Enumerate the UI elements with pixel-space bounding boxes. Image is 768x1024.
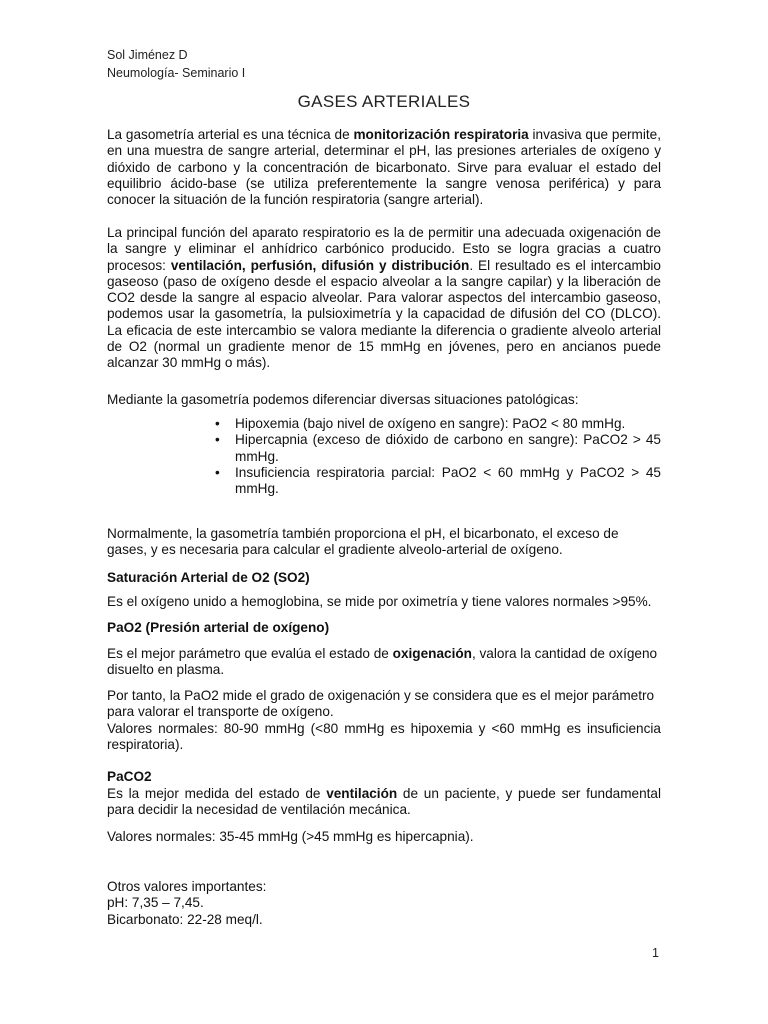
paragraph-respiratory-text-a: La principal función del aparato respiratorio es la de permitir una adecuada oxigenación de la sangre y eliminar el anhídrico carbónico producido. Esto se logra gracias a cuatro procesos: [107,225,661,273]
paragraph-pao2-values: Valores normales: 80-90 mmHg (<80 mmHg es hipoxemia y <60 mmHg es insuficiencia respiratoria). [107,721,661,753]
paragraph-paco2-definition [107,786,661,819]
other-values-ph: pH: 7,35 – 7,45. [107,895,204,911]
bullet-icon: • [215,432,220,448]
paragraph-paco2-values: Valores normales: 35-45 mmHg (>45 mmHg es hipercapnia). [107,829,474,844]
paragraph-pao2-measure: Por tanto, la PaO2 mide el grado de oxigenación y se considera que es el mejor parámetro para valorar el transporte de oxígeno. [107,688,655,720]
paragraph-paco2-bold: ventilación [326,786,398,801]
other-values [107,879,661,928]
other-values-heading: Otros valores importantes: [107,879,267,894]
document-title: GASES ARTERIALES [297,92,471,111]
paragraph-intro-text-c: invasiva que permite, en una muestra de sangre arterial, determinar el pH, las presiones arteriales de oxígeno y dióxido de carbono y la concentración de bicarbonato. Sirve para evaluar el estado del equilibrio ácido-base (se utiliza preferentemente la sangre venosa periférica) y para conocer la situación de la función respiratoria (sangre arterial). [107,127,661,208]
paragraph-pao2-definition [107,646,661,679]
paragraph-gasometry-extra: Normalmente, la gasometría también proporciona el pH, el bicarbonato, el exceso de gases, y es necesaria para calcular el gradiente alveolo-arterial de oxígeno. [107,526,619,558]
bullet-icon: • [215,464,220,480]
document-header [107,46,245,82]
heading-pao2: PaO2 (Presión arterial de oxígeno) [107,620,330,635]
page-number: 1 [652,946,659,960]
list-item-text: Insuficiencia respiratoria parcial: PaO2 < 60 mmHg y PaCO2 > 45 mmHg. [235,464,661,497]
list-item [215,416,661,432]
bullet-icon: • [215,416,220,431]
paragraph-pathologies-intro: Mediante la gasometría podemos diferenciar diversas situaciones patológicas: [107,392,579,407]
paragraph-saturation: Es el oxígeno unido a hemoglobina, se mide por oximetría y tiene valores normales >95%. [107,594,652,609]
other-values-bicarbonate: Bicarbonato: 22-28 meq/l. [107,911,263,927]
paragraph-respiratory-text-c: . El resultado es el intercambio gaseoso (paso de oxígeno desde el espacio alveolar a la sangre capilar) y la liberación de CO2 desde la sangre al espacio alveolar. Para valorar aspectos del intercambio gaseoso, podemos usar la gasometría, la pulsioximetría y la capacidad de difusión del CO (DLCO). La eficacia de este intercambio se valora mediante la diferencia o gradiente alveolo arterial de O2 (normal un gradiente menor de 15 mmHg en jóvenes, pero en ancianos puede alcanzar 30 mmHg o más). [107,257,661,371]
paragraph-pao2-bold: oxigenación [392,646,472,661]
heading-paco2: PaCO2 [107,769,152,784]
course-name: Neumología- Seminario I [107,66,246,80]
paragraph-intro-bold: monitorización respiratoria [353,127,529,142]
heading-saturation: Saturación Arterial de O2 (SO2) [107,570,310,585]
paragraph-paco2-text-a: Es la mejor medida del estado de [107,786,327,801]
paragraph-respiratory-bold: ventilación, perfusión, difusión y distribución [170,257,470,273]
author-name: Sol Jiménez D [107,48,188,62]
paragraph-pao2-text-a: Es el mejor parámetro que evalúa el estado de [107,646,393,661]
list-item [215,432,661,465]
list-item-text: Hipoxemia (bajo nivel de oxígeno en sangre): PaO2 < 80 mmHg. [235,416,626,431]
list-item [215,465,661,498]
list-item-text: Hipercapnia (exceso de dióxido de carbono en sangre): PaCO2 > 45 mmHg. [235,432,661,464]
paragraph-intro-text-a: La gasometría arterial es una técnica de [107,127,354,142]
paragraph-intro [107,127,661,208]
pathology-list [215,416,661,497]
paragraph-paco2-text-c: de un paciente, y puede ser fundamental para decidir la necesidad de ventilación mecánica. [107,786,661,818]
paragraph-pao2-text-c: , valora la cantidad de oxígeno disuelto en plasma. [107,646,658,678]
paragraph-respiratory-function [107,225,661,372]
